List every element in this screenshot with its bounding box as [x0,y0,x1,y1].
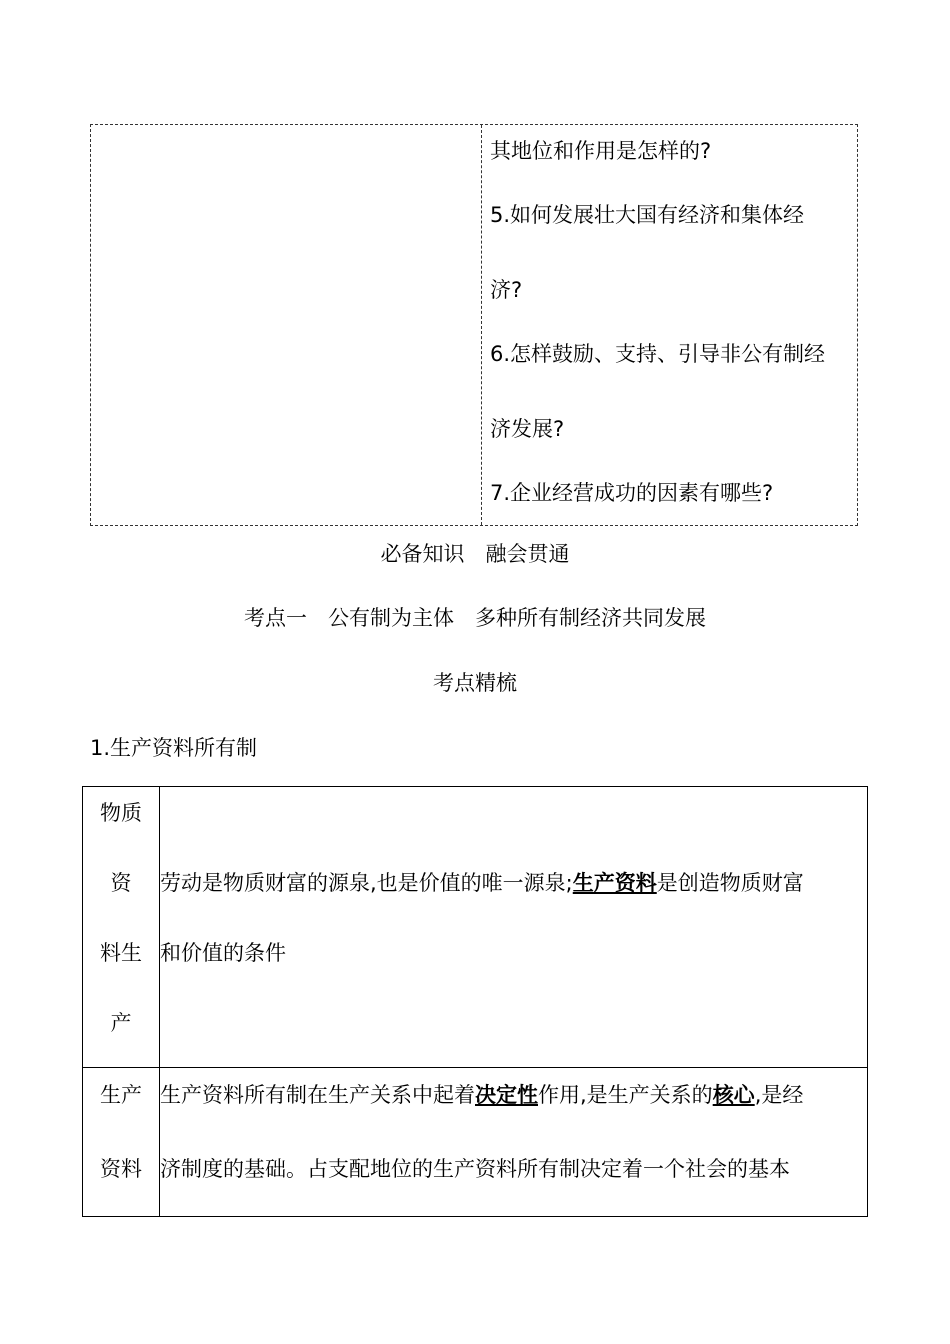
content-line: 和价值的条件 [160,941,286,965]
topic-title: 考点一 公有制为主体 多种所有制经济共同发展 [244,606,706,630]
question-line-6: 7.企业经营成功的因素有哪些? [490,481,774,505]
row-label-line: 产 [110,1011,132,1035]
heading-ownership: 1.生产资料所有制 [90,736,258,760]
row-label-line: 生产 [100,1083,142,1107]
section-title: 必备知识 融会贯通 [380,542,570,566]
row-label-cell [83,787,160,1068]
row-label-line: 物质 [100,801,142,825]
question-line-4: 6.怎样鼓励、支持、引导非公有制经 [490,342,826,366]
question-line-3: 济? [490,278,523,302]
row-label-line: 料生 [100,941,142,965]
content-line [160,857,867,927]
question-line-2: 5.如何发展壮大国有经济和集体经 [490,203,805,227]
keyword-means-of-production: 生产资料 [572,871,657,895]
table-row [83,787,868,1068]
row-label-line: 资料 [100,1157,142,1181]
row-label-line: 资 [110,871,132,895]
subtitle: 考点精梳 [433,671,517,695]
text-run: 作用,是生产关系的 [538,1083,713,1107]
text-run: 是创造物质财富 [656,871,804,895]
content-line [160,1068,867,1142]
box-divider [481,125,482,525]
table-row [83,1068,868,1217]
question-box [90,124,858,526]
content-line: 济制度的基础。占支配地位的生产资料所有制决定着一个社会的基本 [160,1157,790,1181]
keyword-decisive: 决定性 [475,1083,538,1107]
keyword-core: 核心 [712,1083,755,1107]
row-content-cell [160,787,868,1068]
knowledge-table [82,786,868,1217]
row-label-cell [83,1068,160,1217]
text-run: 生产资料所有制在生产关系中起着 [160,1083,475,1107]
question-line-1: 其地位和作用是怎样的? [490,139,712,163]
question-line-5: 济发展? [490,417,565,441]
row-content-cell [160,1068,868,1217]
text-run: 劳动是物质财富的源泉,也是价值的唯一源泉; [160,871,573,895]
text-run: ,是经 [754,1083,804,1107]
